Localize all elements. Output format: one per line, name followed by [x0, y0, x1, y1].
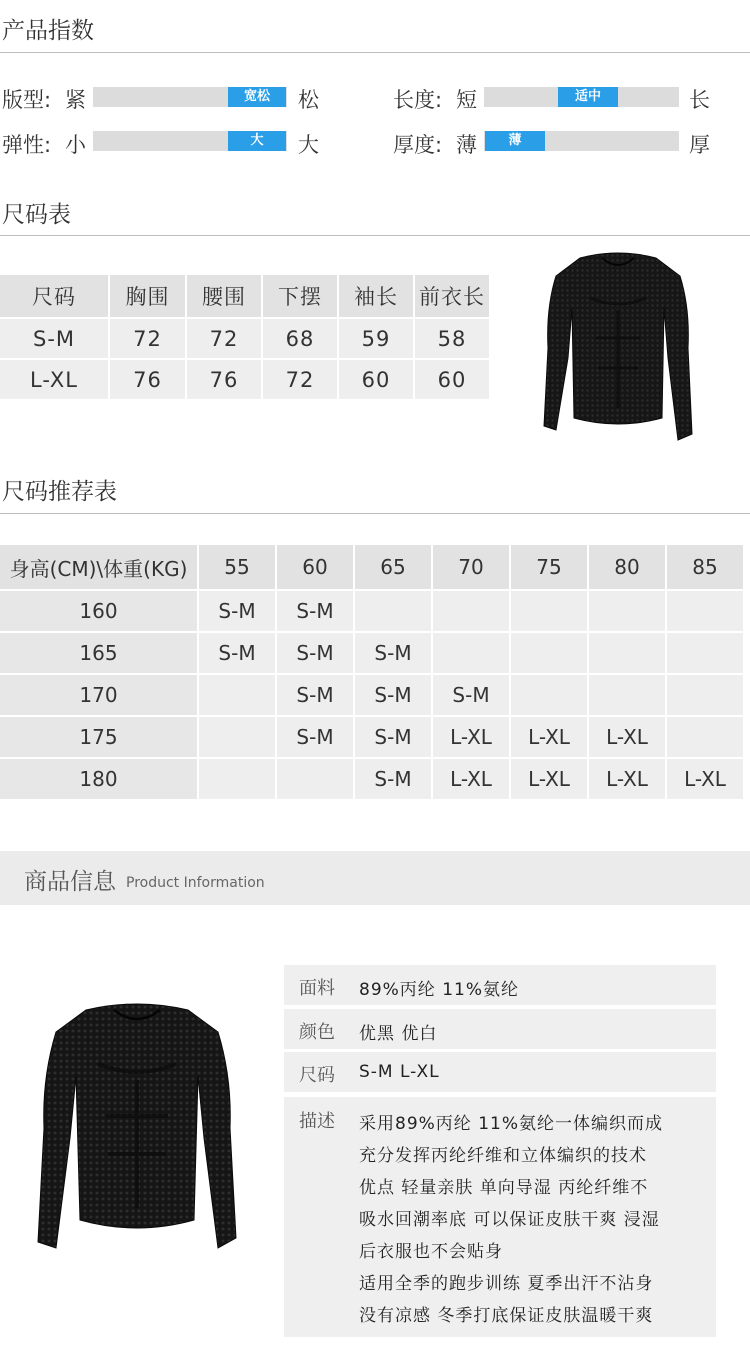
height-cell: 165 [0, 633, 197, 673]
divider [0, 513, 750, 514]
table-cell [199, 759, 275, 799]
product-info-title: 商品信息 [24, 869, 116, 895]
table-cell [511, 591, 587, 631]
table-cell: L-XL [589, 717, 665, 757]
table-cell: S-M [277, 633, 353, 673]
table-cell [667, 633, 743, 673]
table-cell: S-M [199, 591, 275, 631]
table-cell [667, 717, 743, 757]
table-cell: 58 [415, 319, 489, 358]
table-cell: S-M [355, 759, 431, 799]
description-line: 适用全季的跑步训练 夏季出汗不沾身 [359, 1274, 654, 1294]
spec-key: 尺码 [299, 1065, 335, 1086]
corner-cell: 身高(CM)\体重(KG) [0, 545, 197, 589]
elasticity-min-label: 小 [65, 133, 86, 157]
table-row [0, 319, 489, 358]
table-cell [589, 633, 665, 673]
description-line: 充分发挥丙纶纤维和立体编织的技术 [359, 1146, 647, 1166]
header-cell: 下摆 [263, 275, 337, 317]
divider [0, 235, 750, 236]
product-image-shirt [540, 248, 696, 448]
spec-row-fabric [284, 965, 716, 1005]
table-cell [511, 675, 587, 715]
table-row [0, 717, 743, 757]
spec-key: 颜色 [299, 1022, 335, 1043]
height-cell: 160 [0, 591, 197, 631]
header-cell: 袖长 [339, 275, 413, 317]
table-cell: S-M [355, 717, 431, 757]
weight-header: 85 [667, 545, 743, 589]
table-cell: 72 [263, 360, 337, 399]
table-cell: L-XL [433, 759, 509, 799]
elasticity-indicator: 大 [228, 131, 286, 151]
table-cell [433, 633, 509, 673]
table-header-row [0, 545, 743, 589]
section-title-recommend-chart: 尺码推荐表 [2, 479, 117, 505]
elasticity-max-label: 大 [298, 133, 319, 157]
table-cell [355, 591, 431, 631]
table-cell: 60 [415, 360, 489, 399]
description-line: 优点 轻量亲肤 单向导湿 丙纶纤维不 [359, 1178, 649, 1198]
thickness-max-label: 厚 [689, 133, 710, 157]
thickness-indicator: 薄 [485, 131, 545, 151]
weight-header: 65 [355, 545, 431, 589]
length-max-label: 长 [689, 88, 710, 112]
table-cell [511, 633, 587, 673]
table-cell [433, 591, 509, 631]
table-cell: L-XL [433, 717, 509, 757]
table-cell: 60 [339, 360, 413, 399]
thickness-label: 厚度: [393, 133, 443, 157]
table-cell [667, 591, 743, 631]
table-cell: 76 [110, 360, 185, 399]
description-line: 吸水回潮率底 可以保证皮肤干爽 浸湿 [359, 1210, 660, 1230]
table-cell: L-XL [0, 360, 108, 399]
section-title-index: 产品指数 [2, 18, 94, 44]
table-cell: 68 [263, 319, 337, 358]
spec-value: 优黑 优白 [359, 1024, 438, 1044]
thickness-min-label: 薄 [456, 133, 477, 157]
table-cell: S-M [277, 591, 353, 631]
header-cell: 前衣长 [415, 275, 489, 317]
weight-header: 60 [277, 545, 353, 589]
height-cell: 175 [0, 717, 197, 757]
table-cell: S-M [433, 675, 509, 715]
elasticity-label: 弹性: [2, 133, 52, 157]
table-cell [589, 591, 665, 631]
table-cell: S-M [0, 319, 108, 358]
height-cell: 180 [0, 759, 197, 799]
header-cell: 腰围 [187, 275, 261, 317]
table-cell: 72 [187, 319, 261, 358]
fit-indicator: 宽松 [228, 87, 286, 107]
table-cell: S-M [277, 717, 353, 757]
header-cell: 胸围 [110, 275, 185, 317]
weight-header: 55 [199, 545, 275, 589]
table-cell [667, 675, 743, 715]
description-line: 没有凉感 冬季打底保证皮肤温暖干爽 [359, 1306, 654, 1326]
spec-key: 面料 [299, 978, 335, 999]
weight-header: 80 [589, 545, 665, 589]
size-recommend-table [0, 543, 745, 801]
table-cell [199, 717, 275, 757]
table-row [0, 360, 489, 399]
spec-value: S-M L-XL [359, 1062, 440, 1082]
weight-header: 75 [511, 545, 587, 589]
description-line: 后衣服也不会贴身 [359, 1242, 503, 1262]
fit-label: 版型: [2, 88, 52, 112]
table-row [0, 591, 743, 631]
table-cell [589, 675, 665, 715]
product-image-shirt-large [34, 998, 240, 1258]
table-header-row [0, 275, 489, 317]
table-cell: 76 [187, 360, 261, 399]
table-cell: 72 [110, 319, 185, 358]
spec-value: 89%丙纶 11%氨纶 [359, 980, 519, 1000]
table-cell: L-XL [511, 717, 587, 757]
table-cell [199, 675, 275, 715]
table-cell: S-M [277, 675, 353, 715]
table-row [0, 759, 743, 799]
fit-min-label: 紧 [65, 88, 86, 112]
header-cell: 尺码 [0, 275, 108, 317]
weight-header: 70 [433, 545, 509, 589]
length-label: 长度: [393, 88, 443, 112]
spec-key: 描述 [299, 1111, 335, 1132]
height-cell: 170 [0, 675, 197, 715]
table-row [0, 675, 743, 715]
length-min-label: 短 [456, 88, 477, 112]
spec-row-color [284, 1009, 716, 1049]
product-info-header [0, 851, 750, 905]
table-cell: L-XL [511, 759, 587, 799]
size-chart-table [0, 273, 491, 401]
table-cell [277, 759, 353, 799]
table-cell: S-M [199, 633, 275, 673]
table-cell: 59 [339, 319, 413, 358]
length-indicator: 适中 [558, 87, 618, 107]
spec-row-description [284, 1097, 716, 1337]
section-title-size-chart: 尺码表 [2, 202, 71, 228]
table-cell: L-XL [589, 759, 665, 799]
table-row [0, 633, 743, 673]
spec-row-size [284, 1052, 716, 1092]
table-cell: S-M [355, 675, 431, 715]
table-cell: L-XL [667, 759, 743, 799]
fit-max-label: 松 [298, 88, 319, 112]
product-info-subtitle: Product Information [126, 875, 265, 891]
divider [0, 52, 750, 53]
description-line: 采用89%丙纶 11%氨纶一体编织而成 [359, 1114, 663, 1134]
table-cell: S-M [355, 633, 431, 673]
